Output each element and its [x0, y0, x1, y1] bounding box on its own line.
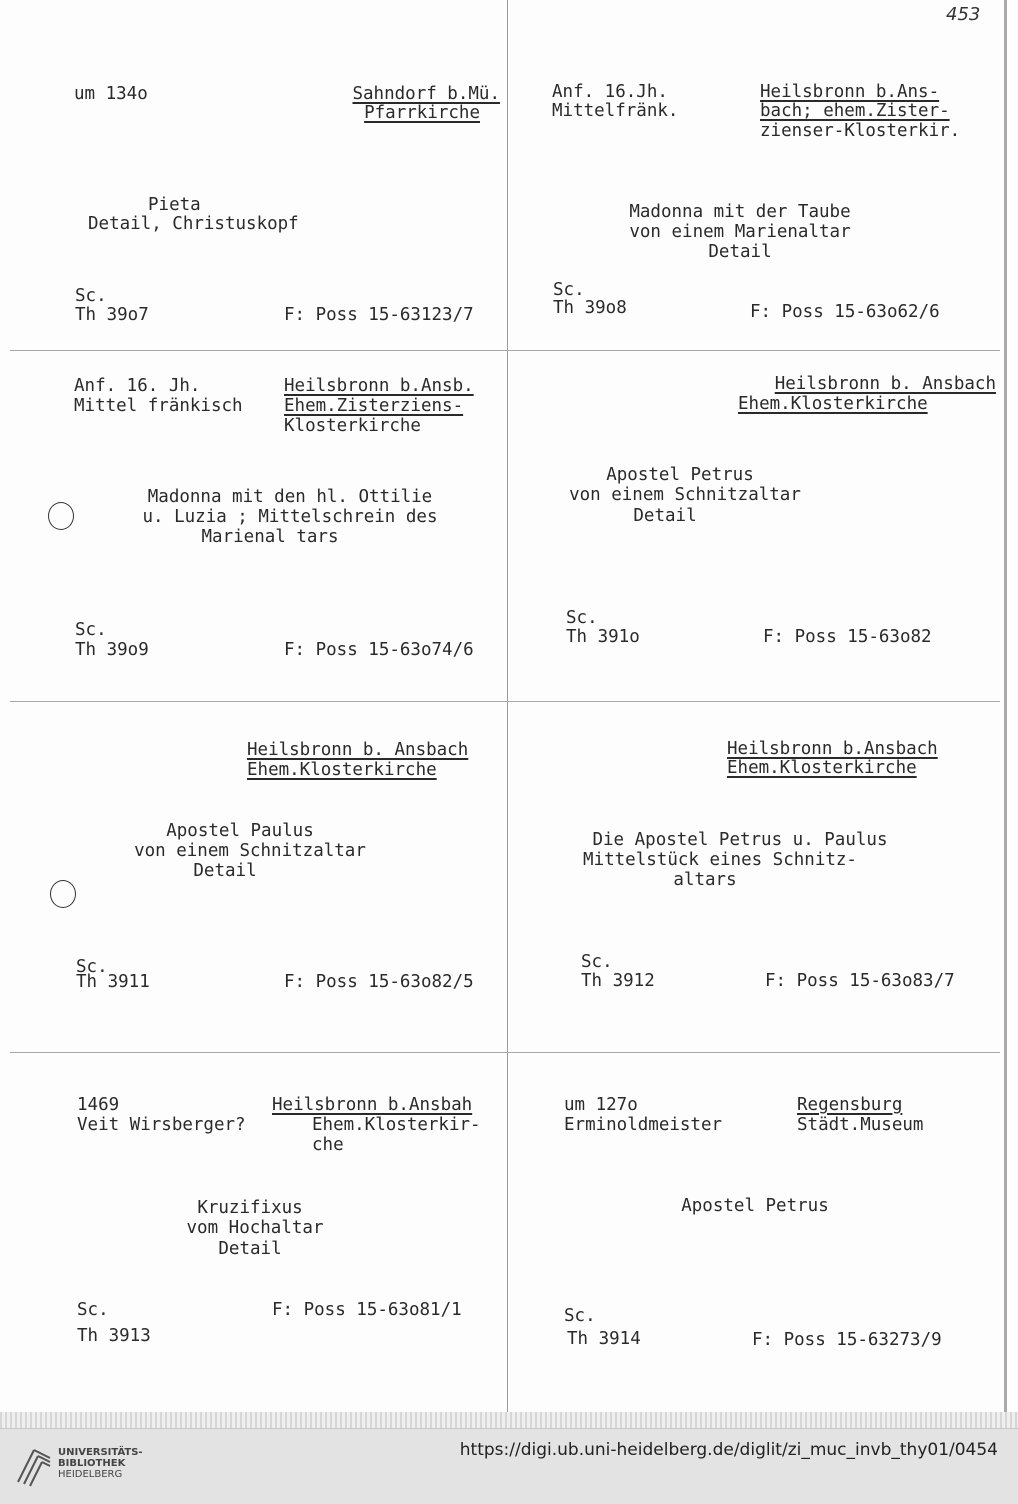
viewer-footer	[0, 1428, 1018, 1504]
card-photo-number: F: Poss 15-63o81/1	[272, 1300, 462, 1320]
card-title-detail: Detail, Christuskopf	[88, 214, 299, 234]
card-photo-number: F: Poss 15-63o74/6	[284, 640, 474, 660]
card-place-line3: zienser-Klosterkir.	[760, 121, 961, 141]
column-divider	[507, 0, 508, 1412]
card-sc: Sc.	[75, 620, 107, 640]
card-region: Mittelfränk.	[552, 101, 679, 121]
page-number: 453	[946, 4, 981, 25]
card-th-number: Th 39o7	[75, 305, 149, 325]
card-place-line2: Ehem.Zisterziens-	[284, 396, 464, 416]
card-place: Regensburg	[797, 1095, 903, 1115]
card-title: Madonna mit den hl. Ottilie	[147, 487, 433, 507]
card-place: Heilsbronn b. Ansbach	[774, 374, 996, 394]
card-photo-number: F: Poss 15-63o82	[763, 627, 932, 647]
card-th-number: Th 3913	[77, 1326, 151, 1346]
card-date: um 127o	[564, 1095, 638, 1115]
card-place: Heilsbronn b.Ansbach	[727, 739, 938, 759]
library-name-line2: BIBLIOTHEK	[58, 1458, 126, 1469]
card-title: Madonna mit der Taube	[629, 202, 851, 222]
card-th-number: Th 39o9	[75, 640, 149, 660]
card-place: Heilsbronn b.Ansb.	[284, 376, 474, 396]
row-divider	[10, 1052, 1000, 1053]
card-place: Heilsbronn b. Ansbach	[247, 740, 469, 760]
card-sc: Sc.	[77, 1300, 109, 1320]
card-sc: Sc.	[564, 1306, 596, 1326]
card-artist: Veit Wirsberger?	[77, 1115, 246, 1135]
card-title-line2: von einem Schnitzaltar	[134, 841, 366, 861]
card-title-line2: vom Hochaltar	[186, 1218, 324, 1238]
card-title: Kruzifixus	[197, 1198, 303, 1218]
card-place: Heilsbronn b.Ans-	[760, 82, 940, 102]
punch-hole	[48, 502, 74, 530]
card-place-line2: bach; ehem.Zister-	[760, 101, 950, 121]
card-title-line2: u. Luzia ; Mittelschrein des	[142, 507, 438, 527]
card-place-line3: che	[312, 1135, 344, 1155]
card-title-line3: Detail	[633, 506, 697, 526]
card-sc: Sc.	[581, 952, 613, 972]
card-title-line2: Mittelstück eines Schnitz-	[583, 850, 857, 870]
row-divider	[10, 350, 1000, 351]
source-url[interactable]: https://digi.ub.uni-heidelberg.de/diglit/zi_muc_invb_thy01/0454	[459, 1440, 998, 1460]
card-title-line2: von einem Schnitzaltar	[569, 485, 801, 505]
card-title-line3: Detail	[218, 1239, 282, 1259]
card-location: Pfarrkirche	[364, 103, 480, 123]
card-th-number: Th 391o	[566, 627, 640, 647]
library-name-line3: HEIDELBERG	[58, 1469, 123, 1480]
card-photo-number: F: Poss 15-63o83/7	[765, 971, 955, 991]
card-photo-number: F: Poss 15-63123/7	[284, 305, 474, 325]
card-th-number: Th 39o8	[553, 298, 627, 318]
card-title-line3: Marienal tars	[201, 527, 339, 547]
card-artist: Erminoldmeister	[564, 1115, 723, 1135]
card-date: Anf. 16. Jh.	[74, 376, 201, 396]
card-location: Städt.Museum	[797, 1115, 924, 1135]
card-title: Apostel Petrus	[681, 1196, 829, 1216]
card-title: Die Apostel Petrus u. Paulus	[592, 830, 888, 850]
scan-edge-stripe	[0, 1412, 1018, 1428]
row-divider	[10, 701, 1000, 702]
card-region: Mittel fränkisch	[74, 396, 243, 416]
card-photo-number: F: Poss 15-63273/9	[752, 1330, 942, 1350]
card-place: Sahndorf b.Mü.	[352, 84, 500, 104]
card-place-line3: Klosterkirche	[284, 416, 421, 436]
card-title: Apostel Petrus	[606, 465, 754, 485]
card-title: Apostel Paulus	[166, 821, 314, 841]
card-th-number: Th 3914	[567, 1329, 641, 1349]
card-title-line3: Detail	[708, 242, 772, 262]
card-location: Ehem.Klosterkirche	[247, 760, 437, 780]
card-place: Heilsbronn b.Ansbah	[272, 1095, 473, 1115]
punch-hole	[50, 880, 76, 908]
card-title-line3: altars	[673, 870, 737, 890]
card-title-line3: Detail	[193, 861, 257, 881]
card-date: Anf. 16.Jh.	[552, 82, 668, 102]
card-date: um 134o	[74, 84, 148, 104]
library-logo-icon	[14, 1442, 54, 1488]
card-th-number: Th 3912	[581, 971, 655, 991]
card-location: Ehem.Klosterkirche	[738, 394, 928, 414]
card-location: Ehem.Klosterkirche	[727, 758, 917, 778]
card-title-line2: von einem Marienaltar	[629, 222, 851, 242]
card-title: Pieta	[148, 195, 201, 215]
card-photo-number: F: Poss 15-63o82/5	[284, 972, 474, 992]
card-th-number: Th 3911	[76, 972, 150, 992]
card-sc: Sc.	[76, 957, 108, 977]
library-name	[58, 1447, 143, 1480]
card-date: 1469	[77, 1095, 120, 1115]
card-place-line2: Ehem.Klosterkir-	[312, 1115, 481, 1135]
card-sc: Sc.	[553, 280, 585, 300]
library-name-line1: UNIVERSITÄTS-	[58, 1447, 143, 1458]
card-photo-number: F: Poss 15-63o62/6	[750, 302, 940, 322]
card-sc: Sc.	[566, 608, 598, 628]
card-sc: Sc.	[75, 286, 107, 306]
